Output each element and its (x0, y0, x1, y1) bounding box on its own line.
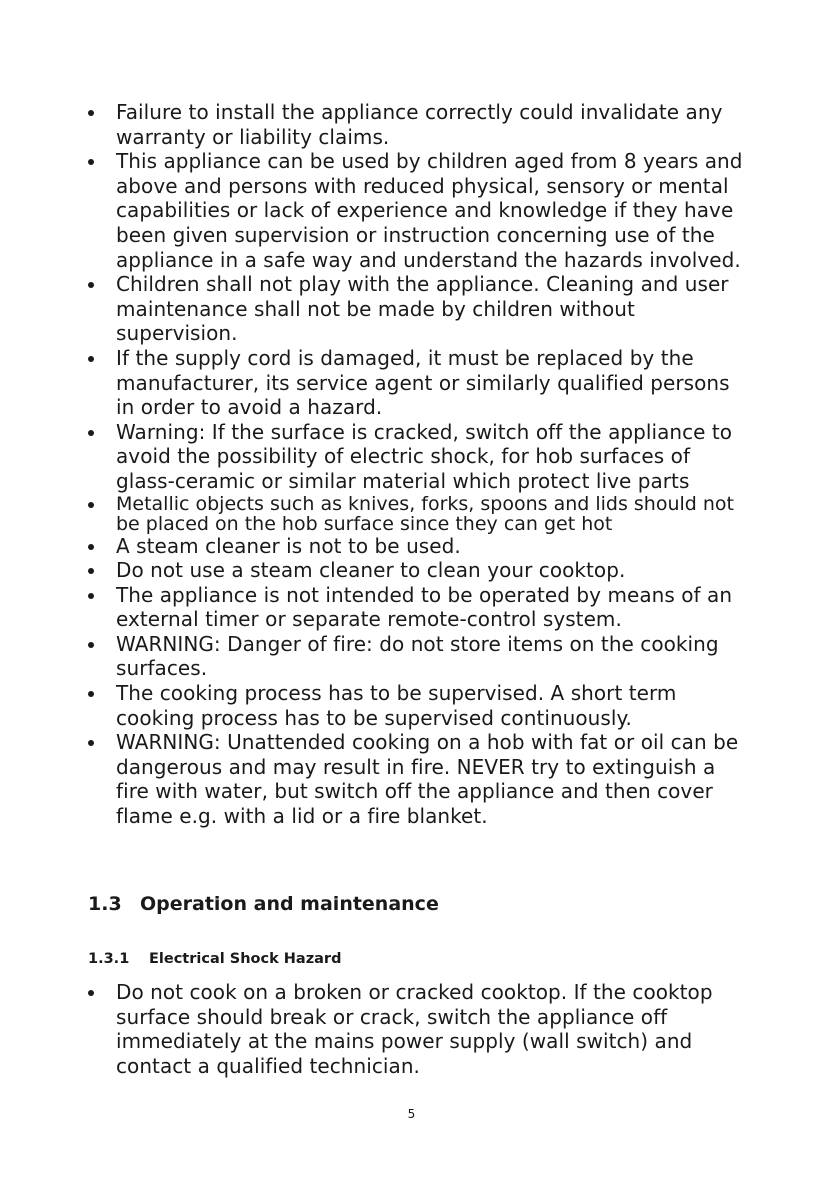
list-item (87, 681, 747, 730)
list-item (87, 100, 747, 149)
section-number: 1.3 (88, 893, 122, 915)
list-item-text: A steam cleaner is not to be used. (116, 533, 461, 558)
bullet-icon (88, 430, 94, 436)
bullet-icon (88, 110, 94, 116)
list-item-text: This appliance can be used by children aged from 8 years and above and persons with reduced physical, sensory or mental capabilities or lack of experience and knowledge if they have been given supervision or instruction concerning use of the appliance in a safe way and understand the hazards involved. (116, 149, 743, 272)
list-item (87, 346, 747, 420)
subsection-number: 1.3.1 (88, 951, 130, 967)
list-item (87, 558, 747, 583)
list-item (87, 730, 747, 828)
list-item (87, 149, 747, 272)
bullet-icon (88, 502, 94, 508)
subsection-title: Electrical Shock Hazard (149, 951, 342, 967)
list-item (87, 494, 747, 534)
bullet-icon (88, 544, 94, 550)
bullet-icon (88, 642, 94, 648)
page-number: 5 (407, 1107, 416, 1121)
bullet-icon (88, 282, 94, 288)
list-item (87, 272, 747, 346)
section-heading (88, 892, 439, 916)
list-item-text: The cooking process has to be supervised. A short term cooking process has to be supervised continuously. (116, 681, 677, 730)
list-item-text: Do not use a steam cleaner to clean your cooktop. (116, 558, 626, 583)
list-item-text: The appliance is not intended to be operated by means of an external timer or separate remote-control system. (116, 582, 733, 632)
section-title: Operation and maintenance (140, 893, 439, 915)
list-item (87, 632, 747, 681)
list-item (87, 420, 747, 494)
list-item-text: Failure to install the appliance correctly could invalidate any warranty or liability claims. (116, 100, 723, 149)
list-item (87, 583, 747, 632)
list-item (87, 980, 747, 1078)
list-item-text: Children shall not play with the appliance. Cleaning and user maintenance shall not be made by children without supervision. (116, 272, 729, 346)
list-item-text: Warning: If the surface is cracked, switch off the appliance to avoid the possibility of electric shock, for hob surfaces of glass-ceramic or similar material which protect live parts (116, 419, 733, 493)
list-item-text: WARNING: Unattended cooking on a hob with fat or oil can be dangerous and may result in fire. NEVER try to extinguish a fire with water, but switch off the appliance and then cover flame e.g. with a lid or a fire blanket. (116, 730, 739, 829)
shock-hazard-bullet-list (87, 980, 747, 1078)
list-item-text: Metallic objects such as knives, forks, spoons and lids should not be placed on the hob surface since they can get hot (116, 492, 735, 535)
bullet-icon (88, 568, 94, 574)
bullet-icon (88, 159, 94, 165)
safety-bullet-list (87, 100, 747, 829)
list-item (87, 534, 747, 559)
list-item-text: WARNING: Danger of fire: do not store items on the cooking surfaces. (116, 631, 719, 681)
subsection-heading (88, 950, 341, 968)
bullet-icon (88, 593, 94, 599)
bullet-icon (88, 356, 94, 362)
bullet-icon (88, 990, 94, 996)
bullet-icon (88, 691, 94, 697)
list-item-text: Do not cook on a broken or cracked cooktop. If the cooktop surface should break or crack, switch the appliance off immediately at the mains power supply (wall switch) and contact a qualified technician. (116, 980, 713, 1078)
bullet-icon (88, 740, 94, 746)
list-item-text: If the supply cord is damaged, it must be replaced by the manufacturer, its service agent or similarly qualified persons in order to avoid a hazard. (116, 345, 730, 420)
